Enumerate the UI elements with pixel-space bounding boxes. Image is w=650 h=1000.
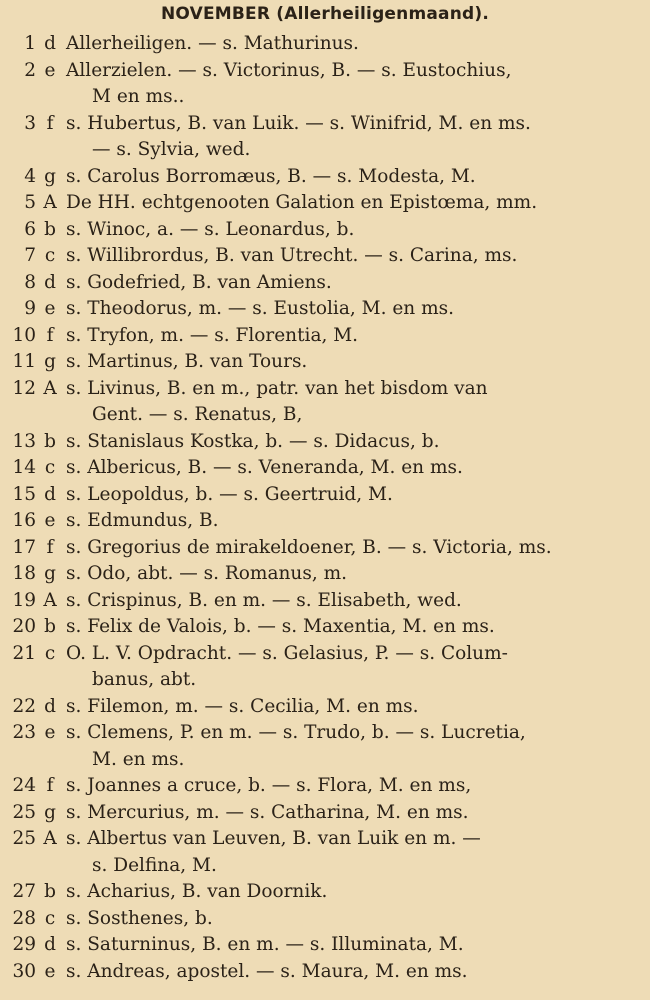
day-number: 1 [24,33,36,54]
dominical-letter: c [44,642,56,664]
day-number: 11 [12,351,36,372]
day-number: 18 [12,563,36,584]
day-number: 20 [12,616,36,637]
feast-text: s. Andreas, apostel. — s. Maura, M. en ms. [66,960,468,982]
feast-text: s. Livinus, B. en m., patr. van het bisdom van [66,377,488,399]
dominical-letter: f [46,775,54,796]
dominical-letter: b [44,616,56,637]
feast-text: s. Willibrordus, B. van Utrecht. — s. Carina, ms. [66,245,518,266]
day-number: 5 [24,192,36,213]
day-number: 10 [12,324,36,346]
list-item [0,694,650,721]
feast-text: s. Carolus Borromæus, B. — s. Modesta, M. [66,165,476,187]
list-item [0,376,650,429]
feast-text: s. Sosthenes, b. [66,907,213,929]
dominical-letter: f [46,536,54,558]
list-item [0,561,650,588]
dominical-letter: A [43,377,57,399]
dominical-letter: d [44,695,56,717]
feast-text: s. Clemens, P. en m. — s. Trudo, b. — s. Lucretia, [66,722,526,743]
list-item [0,932,650,959]
dominical-letter: d [44,934,56,955]
day-number: 28 [12,907,36,929]
list-item [0,508,650,535]
dominical-letter: e [44,59,56,81]
list-item [0,270,650,297]
feast-text: s. Acharius, B. van Doornik. [66,881,328,902]
feast-text: s. Gregorius de mirakeldoener, B. — s. Victoria, ms. [66,536,552,558]
feast-text: s. Albertus van Leuven, B. van Luik en m. — [66,828,481,849]
feast-text: s. Martinus, B. van Tours. [66,351,308,372]
list-item [0,190,650,217]
day-number: 12 [12,377,36,399]
dominical-letter: d [44,33,56,54]
dominical-letter: A [43,589,57,611]
day-number: 15 [12,483,36,505]
feast-text: Allerheiligen. — s. Mathurinus. [66,33,359,54]
day-number: 30 [12,960,36,982]
dominical-letter: c [44,907,56,929]
day-number: 23 [12,722,36,743]
feast-text: s. Tryfon, m. — s. Florentia, M. [66,324,359,346]
feast-text-continuation: Gent. — s. Renatus, B, [92,404,303,425]
feast-text: s. Leopoldus, b. — s. Geertruid, M. [66,483,393,505]
dominical-letter: g [44,563,56,584]
feast-text: O. L. V. Opdracht. — s. Gelasius, P. — s. Colum- [66,642,508,664]
feast-text: s. Albericus, B. — s. Veneranda, M. en ms. [66,457,463,478]
list-item [0,535,650,562]
list-item [0,773,650,800]
list-item [0,243,650,270]
feast-text: s. Theodorus, m. — s. Eustolia, M. en ms. [66,298,455,319]
day-number: 21 [12,642,36,664]
dominical-letter: A [43,192,57,213]
feast-text-continuation: s. Delfina, M. [92,854,217,876]
list-item [0,906,650,933]
feast-text-continuation: banus, abt. [92,669,197,690]
dominical-letter: e [44,722,56,743]
list-item [0,720,650,773]
list-item [0,959,650,986]
day-number: 8 [24,271,36,293]
day-number: 2 [24,59,36,81]
list-item [0,641,650,694]
day-number: 13 [12,430,36,452]
day-number: 3 [24,112,36,134]
dominical-letter: e [44,960,56,982]
feast-text: s. Odo, abt. — s. Romanus, m. [66,563,348,584]
day-number: 17 [12,536,36,558]
list-item [0,614,650,641]
list-item [0,296,650,323]
day-number: 9 [24,298,36,319]
dominical-letter: A [43,828,57,849]
day-number: 27 [12,881,36,902]
dominical-letter: g [44,801,56,823]
list-item [0,217,650,244]
feast-text: s. Felix de Valois, b. — s. Maxentia, M. en ms. [66,616,495,637]
dominical-letter: f [46,112,54,134]
feast-text: s. Hubertus, B. van Luik. — s. Winifrid, M. en ms. [66,112,531,134]
feast-text-continuation: M en ms.. [92,86,185,107]
day-number: 25 [12,828,36,849]
dominical-letter: d [44,271,56,293]
dominical-letter: b [44,218,56,240]
feast-text: De HH. echtgenooten Galation en Epistœma, mm. [66,192,538,213]
list-item [0,164,650,191]
dominical-letter: g [44,165,56,187]
feast-text: s. Mercurius, m. — s. Catharina, M. en ms. [66,801,469,823]
entries-list [0,31,650,985]
dominical-letter: g [44,351,56,372]
day-number: 19 [12,589,36,611]
dominical-letter: f [46,324,54,346]
day-number: 4 [24,165,36,187]
feast-text-continuation: M. en ms. [92,748,185,770]
day-number: 25 [12,801,36,823]
list-item [0,455,650,482]
feast-text-continuation: — s. Sylvia, wed. [92,139,251,160]
list-item [0,429,650,456]
feast-text: Allerzielen. — s. Victorinus, B. — s. Eustochius, [66,59,512,81]
day-number: 22 [12,695,36,717]
dominical-letter: c [44,245,56,266]
list-item [0,879,650,906]
list-item [0,31,650,58]
feast-text: s. Saturninus, B. en m. — s. Illuminata, M. [66,934,464,955]
dominical-letter: e [44,510,56,531]
list-item [0,111,650,164]
list-item [0,826,650,879]
day-number: 24 [12,775,36,796]
list-item [0,482,650,509]
day-number: 7 [24,245,36,266]
feast-text: s. Joannes a cruce, b. — s. Flora, M. en ms, [66,775,472,796]
dominical-letter: e [44,298,56,319]
feast-text: s. Filemon, m. — s. Cecilia, M. en ms. [66,695,419,717]
day-number: 14 [12,457,36,478]
list-item [0,58,650,111]
list-item [0,349,650,376]
day-number: 16 [12,510,36,531]
page-title: NOVEMBER (Allerheiligenmaand). [160,4,490,24]
feast-text: s. Stanislaus Kostka, b. — s. Didacus, b. [66,430,440,452]
dominical-letter: c [44,457,56,478]
feast-text: s. Crispinus, B. en m. — s. Elisabeth, wed. [66,589,462,611]
feast-text: s. Godefried, B. van Amiens. [66,271,332,293]
list-item [0,800,650,827]
dominical-letter: b [44,881,56,902]
day-number: 6 [24,218,36,240]
dominical-letter: d [44,483,56,505]
dominical-letter: b [44,430,56,452]
list-item [0,323,650,350]
list-item [0,588,650,615]
feast-text: s. Edmundus, B. [66,510,219,531]
feast-text: s. Winoc, a. — s. Leonardus, b. [66,218,355,240]
day-number: 29 [12,934,36,955]
